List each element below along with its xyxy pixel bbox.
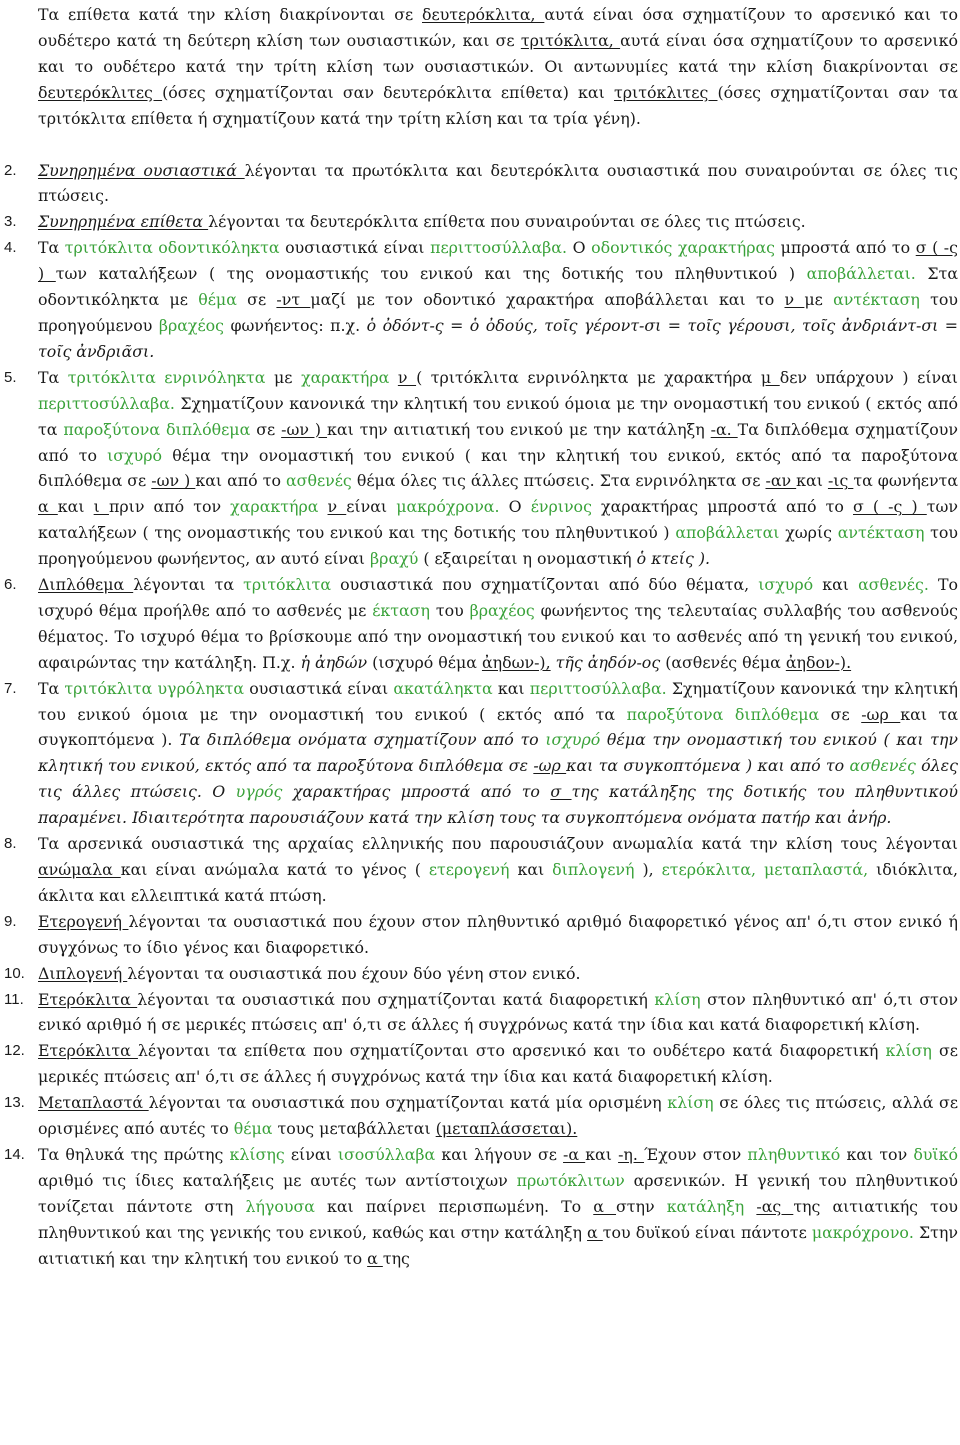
text-run: λέγονται τα ουσιαστικά που έχουν στον πληθυντικό αριθμό διαφορετικό γένος απ' ό,τι στον ενικό ή συγχόνως το ίδιο γένος και διαφορετικό.: [38, 911, 958, 957]
highlighted-term: κλίση: [667, 1093, 714, 1113]
text-run: στην: [616, 1196, 667, 1216]
list-item: [0, 235, 960, 365]
text-run: ουσιαστικά είναι: [244, 678, 394, 698]
underlined-term: Διπλογενή: [38, 963, 128, 983]
highlighted-term: αποβάλλεται.: [806, 264, 916, 284]
highlighted-term: περιττοσύλλαβα.: [38, 393, 175, 413]
text-run: ( τριτόκλιτα ενρινόληκτα με χαρακτήρα: [416, 367, 761, 387]
text-run: [318, 497, 327, 516]
underlined-term: ι: [93, 497, 109, 517]
text-run: (ασθενές θέμα: [660, 652, 786, 672]
text-run: και τα συγκοπτόμενα ).: [38, 704, 958, 750]
underlined-term: ἀηδων-),: [481, 652, 551, 672]
text-run: αρσενικών. Η γενική του πληθυντικού τονίζεται πάντοτε στη: [38, 1170, 958, 1216]
numbered-list: [0, 158, 960, 1272]
text-run: Τα: [38, 238, 65, 258]
highlighted-term: οδοντικός χαρακτήρας: [591, 238, 776, 258]
list-item: [0, 1038, 960, 1090]
highlighted-term: λήγουσα: [245, 1196, 315, 1216]
text-run: ),: [634, 860, 662, 879]
text-run: είναι: [284, 1144, 338, 1164]
list-item: [0, 158, 960, 210]
text-run: δεν υπάρχουν ) είναι: [779, 367, 958, 387]
highlighted-term: περιττοσύλλαβα.: [430, 238, 567, 258]
list-item: [0, 1090, 960, 1142]
list-item: [0, 961, 960, 987]
list-item: [0, 209, 960, 235]
text-run: λέγονται τα πρωτόκλιτα και δευτερόκλιτα ουσιαστικά που συναιρούνται σε όλες τις πτώσεις.: [38, 160, 958, 206]
highlighted-term: ισοσύλλαβα: [337, 1144, 436, 1164]
intro-text: αυτά είναι όσα σχηματίζουν το αρσενικό και το ουδέτερο κατά τη δεύτερη κλίση των ουσιαστικών, και σε: [38, 5, 959, 50]
highlighted-term: ισχυρό: [758, 575, 814, 595]
highlighted-term: αντέκταση: [833, 290, 920, 310]
highlighted-term: βραχύ: [370, 549, 419, 569]
underlined-term: Ετερόκλιτα: [38, 989, 138, 1009]
list-item: [0, 365, 960, 572]
term-deuteroklita: δευτερόκλιτα,: [422, 5, 545, 24]
text-run: και: [796, 471, 828, 491]
underlined-term: α: [367, 1248, 383, 1268]
underlined-term: ν: [397, 367, 417, 387]
text-run: και παίρνει περισπωμένη. Το: [314, 1196, 594, 1216]
text-run: μπροστά από το: [775, 238, 916, 258]
list-item-number: 14.: [4, 1145, 25, 1163]
text-run: Τα: [38, 678, 65, 698]
highlighted-term: τριτόκλιτα ενρινόληκτα: [67, 367, 266, 387]
text-run: και: [57, 497, 94, 517]
highlighted-term: κατάληξη: [666, 1196, 745, 1216]
highlighted-term: ετερόκλιτα, μεταπλαστά,: [661, 860, 869, 879]
text-run: του προηγούμενου: [38, 290, 959, 335]
list-item-number: 12.: [4, 1042, 25, 1060]
text-run: σε: [819, 704, 862, 724]
highlighted-term: ασθενές.: [858, 575, 929, 595]
underlined-term: ανώμαλα: [38, 860, 121, 879]
highlighted-term: υγρός: [235, 782, 283, 802]
text-run: του προηγούμενου φωνήεντος, αν αυτό είναι: [38, 523, 959, 569]
list-item-number: 10.: [4, 964, 25, 982]
text-run: λέγονται τα ουσιαστικά που σχηματίζονται κατά διαφορετική: [137, 989, 655, 1009]
text-run: [389, 368, 398, 387]
list-item-number: 4.: [4, 239, 17, 257]
text-run: σε: [236, 290, 277, 310]
highlighted-term: ετερογενή: [428, 860, 510, 879]
text-run: θέμα την ονομαστική του ενικού ( και την κλητική του ενικού, εκτός από τα παροξύτονα διπλόθεμα σε: [38, 730, 958, 776]
highlighted-term: τριτόκλιτα οδοντικόληκτα: [64, 238, 280, 258]
list-item: [0, 1142, 960, 1272]
highlighted-term: χαρακτήρα: [230, 497, 319, 517]
text-run: Έχουν στον: [644, 1144, 748, 1164]
underlined-term: ν: [784, 290, 805, 310]
underlined-term: Ετερόκλιτα: [38, 1041, 138, 1061]
underlined-term: σ ( -ς ): [853, 497, 927, 517]
text-run: ουσιαστικά που σχηματίζονται από δύο θέματα,: [331, 575, 759, 595]
text-run: και τα συγκοπτόμενα ) και από το: [566, 756, 850, 776]
highlighted-term: ασθενές: [286, 471, 352, 491]
highlighted-term: διπλογενή: [552, 860, 635, 879]
text-run: και: [813, 575, 859, 595]
list-item-number: 9.: [4, 912, 17, 930]
underlined-term: -η.: [618, 1144, 645, 1164]
text-run: του: [429, 600, 470, 620]
list-item-number: 13.: [4, 1094, 25, 1112]
list-item-number: 5.: [4, 368, 17, 386]
text-run: και τον: [840, 1144, 914, 1164]
intro-paragraph: [0, 2, 960, 132]
text-run: (ισχυρό θέμα: [367, 652, 482, 672]
text-run: σε όλες τις πτώσεις, αλλά σε ορισμένες από αυτές το: [38, 1093, 958, 1139]
underlined-term: α: [38, 497, 58, 517]
underlined-term: -ας: [756, 1196, 794, 1216]
text-run: της: [382, 1248, 410, 1268]
highlighted-term: μακρόχρονα.: [396, 497, 500, 517]
intro-text: (όσες σχηματίζονται σαν τα τριτόκλιτα επίθετα ή σχηματίζουν κατά την τρίτη κλίση και τα τρία γένη).: [38, 82, 958, 128]
term-tritoklites: τριτόκλιτες: [613, 82, 718, 102]
list-item-number: 2.: [4, 161, 17, 179]
underlined-term: ν: [327, 497, 347, 517]
underlined-term: -ωρ: [861, 704, 901, 724]
highlighted-term: θέμα: [198, 290, 237, 310]
text-run: τα φωνήεντα: [853, 471, 959, 491]
highlighted-term: αντέκταση: [837, 523, 925, 543]
text-run: λέγονται τα δευτερόκλιτα επίθετα που συναιρούνται σε όλες τις πτώσεις.: [208, 212, 806, 232]
underlined-term: -αν: [765, 471, 797, 491]
text-run: ἡ ἀηδών: [300, 652, 368, 672]
list-item: [0, 987, 960, 1039]
underlined-term: σ: [550, 782, 572, 802]
highlighted-term: θέμα: [233, 1119, 273, 1139]
text-run: λέγονται τα: [133, 575, 244, 595]
highlighted-term: παροξύτονα διπλόθεμα: [626, 704, 820, 724]
text-run: των καταλήξεων ( της ονομαστικής του ενικού και της δοτικής του πληθυντικού ): [55, 264, 807, 284]
text-run: ιδιόκλιτα, άκλιτα και ελλειπτικά κατά πτώση.: [38, 860, 959, 905]
text-run: της αιτιατικής του πληθυντικού και της γενικής του ενικού, καθώς και στην κατάληξη: [38, 1196, 958, 1242]
text-run: λέγονται τα ουσιαστικά που σχηματίζονται κατά μία ορισμένη: [148, 1093, 668, 1113]
underlined-term: ἀηδον-).: [785, 652, 852, 672]
underlined-term: Συνηρημένα επίθετα: [38, 212, 209, 232]
highlighted-term: αποβάλλεται: [675, 523, 780, 543]
text-run: Τα αρσενικά ουσιαστικά της αρχαίας ελληνικής που παρουσιάζουν ανωμαλία κατά την κλίση τους λέγονται: [38, 834, 958, 854]
list-item-number: 7.: [4, 679, 17, 697]
highlighted-term: πρωτόκλιτων: [516, 1170, 625, 1190]
intro-text: (όσες σχηματίζονται σαν δευτερόκλιτα επίθετα) και: [162, 82, 614, 102]
text-run: χαρακτήρας μπροστά από το: [282, 782, 551, 802]
highlighted-term: κλίση: [654, 989, 701, 1009]
highlighted-term: κλίση: [885, 1041, 932, 1061]
text-run: με: [265, 367, 302, 387]
text-run: ( εξαιρείται η ονομαστική: [418, 549, 637, 569]
text-run: σε: [250, 419, 282, 439]
text-run: ὁ ὀδόντ-ς = ὁ ὀδούς, τοῖς γέροντ-σι = τοῖς γέρουσι, τοῖς ἀνδριάντ-σι = τοῖς ἀνδριᾶσι.: [38, 315, 958, 361]
text-run: και από το: [195, 471, 286, 491]
text-run: θέμα όλες τις άλλες πτώσεις. Στα ενρινόληκτα σε: [351, 471, 766, 491]
list-item: [0, 676, 960, 831]
text-run: με: [804, 290, 834, 310]
text-run: και: [509, 860, 553, 879]
underlined-term: Μεταπλαστά: [38, 1093, 149, 1113]
text-run: είναι: [346, 497, 397, 517]
highlighted-term: τριτόκλιτα υγρόληκτα: [64, 678, 245, 698]
underlined-term: -ων ): [151, 471, 196, 491]
text-run: και λήγουν σε: [435, 1144, 564, 1164]
underlined-term: Διπλόθεμα: [38, 575, 134, 595]
text-run: Τα διπλόθεμα σχηματίζουν από το: [38, 419, 958, 465]
text-run: μαζί με τον οδοντικό χαρακτήρα αποβάλλεται και το: [310, 290, 785, 310]
highlighted-term: πληθυντικό: [747, 1144, 841, 1164]
text-run: Τα διπλόθεμα ονόματα σχηματίζουν από το: [179, 730, 546, 750]
highlighted-term: ισχυρό: [545, 730, 601, 750]
text-run: λέγονται τα επίθετα που σχηματίζονται στο αρσενικό και το ουδέτερο κατά διαφορετική: [137, 1041, 886, 1061]
text-run: [744, 1197, 756, 1216]
list-item: [0, 909, 960, 961]
text-run: και την αιτιατική του ενικού με την κατάληξη: [327, 419, 711, 439]
highlighted-term: τριτόκλιτα: [243, 575, 332, 595]
intro-text: Τα επίθετα κατά την κλίση διακρίνονται σε: [38, 5, 422, 24]
paragraph-spacer: [0, 132, 960, 158]
highlighted-term: έκταση: [372, 600, 430, 620]
underlined-term: -α: [563, 1144, 586, 1164]
text-run: Ο: [567, 238, 592, 258]
highlighted-term: περιττοσύλλαβα.: [529, 678, 667, 698]
text-run: φωνήεντος: π.χ.: [224, 315, 367, 335]
text-run: και: [492, 678, 530, 698]
text-run: στον πληθυντικό απ' ό,τι στον ενικό αριθμό ή σε μερικές πτώσεις απ' ό,τι σε άλλες ή συγχρόνως κατά την ίδια και κατά διαφορετική κλίση.: [38, 989, 958, 1035]
highlighted-term: κλίσης: [229, 1144, 285, 1164]
list-item-number: 6.: [4, 576, 17, 594]
underlined-term: Ετερογενή: [38, 911, 129, 931]
underlined-term: α: [587, 1222, 603, 1242]
highlighted-term: μακρόχρονο.: [811, 1222, 914, 1242]
text-run: των καταλήξεων ( της ονομαστικής του ενικού και της δοτικής του πληθυντικού ): [38, 497, 958, 543]
text-run: Ο: [499, 497, 531, 517]
text-run: τους μεταβάλλεται: [272, 1119, 436, 1139]
text-run: όλες τις άλλες πτώσεις. Ο: [38, 756, 958, 802]
list-item-number: 11.: [4, 990, 24, 1008]
underlined-term: -ων ): [281, 419, 328, 439]
underlined-term: (μεταπλάσσεται).: [435, 1119, 578, 1139]
list-item: [0, 831, 960, 909]
text-run: χωρίς: [779, 523, 838, 543]
underlined-term: -ωρ: [533, 756, 567, 776]
text-run: θέμα την ονομαστική του ενικού ( και την κλητική του ενικού, εκτός από τα παροξύτονα διπλόθεμα σε: [38, 445, 958, 491]
text-run: φωνήεντος της τελευταίας συλλαβής του ασθενούς θέματος. Το ισχυρό θέμα το βρίσκουμε από την ονομαστική του ενικού και το ασθενές από τη γενική του ενικού, αφαιρώντας την κατάληξη. Π.χ.: [38, 600, 958, 672]
text-run: και είναι ανώμαλα κατά το γένος (: [120, 860, 429, 879]
text-run: ὁ κτείς ).: [636, 549, 711, 569]
underlined-term: σ ( -ς ): [38, 238, 958, 284]
highlighted-term: ακατάληκτα: [393, 678, 493, 698]
list-item-number: 3.: [4, 213, 17, 231]
text-run: Το ισχυρό θέμα προήλθε από το ασθενές με: [38, 575, 958, 620]
underlined-term: Συνηρημένα ουσιαστικά: [38, 160, 245, 180]
underlined-term: -α.: [710, 419, 738, 439]
underlined-term: α: [593, 1196, 617, 1216]
highlighted-term: βραχέος: [469, 600, 535, 620]
text-run: Στα οδοντικόληκτα με: [38, 264, 958, 310]
highlighted-term: ισχυρό: [107, 445, 163, 465]
intro-text: αυτά είναι όσα σχηματίζουν το αρσενικό και το ουδέτερο κατά την τρίτη κλίση των ουσιαστικών. Οι αντωνυμίες κατά την κλίση διακρίνονται σε: [38, 30, 959, 76]
text-run: της κατάληξης της δοτικής του πληθυντικού παραμένει. Ιδιαιτερότητα παρουσιάζουν κατά την κλίση τους τα συγκοπτόμενα ονόματα πατήρ και ἀνήρ.: [38, 782, 958, 828]
underlined-term: μ: [760, 367, 780, 387]
text-run: Σχηματίζουν κανονικά την κλητική του ενικού όμοια με την ονομαστική του ενικού ( εκτός από τα: [38, 393, 958, 439]
text-run: Τα: [38, 367, 68, 387]
list-item-number: 8.: [4, 835, 17, 853]
text-run: σε μερικές πτώσεις απ' ό,τι σε άλλες ή συγχρόνως κατά την ίδια και κατά διαφορετική κλίση.: [38, 1041, 958, 1087]
text-run: και: [585, 1144, 619, 1164]
text-run: Στην αιτιατική και την κλητική του ενικού το: [38, 1222, 958, 1268]
highlighted-term: χαρακτήρα: [301, 367, 390, 387]
text-run: λέγονται τα ουσιαστικά που έχουν δύο γένη στον ενικό.: [127, 963, 581, 983]
text-run: Σχηματίζουν κανονικά την κλητική του ενικού όμοια με την ονομαστική του ενικού ( εκτός από τα: [38, 678, 959, 724]
highlighted-term: ένρινος: [530, 497, 592, 517]
highlighted-term: δυϊκό: [913, 1144, 959, 1164]
term-deuteroklites: δευτερόκλιτες: [38, 82, 163, 102]
highlighted-term: βραχέος: [158, 315, 225, 335]
text-run: αριθμό τις ίδιες καταλήξεις με αυτές των αντίστοιχων: [38, 1170, 517, 1190]
text-run: χαρακτήρας μπροστά από το: [591, 497, 854, 517]
term-tritoklita: τριτόκλιτα,: [520, 30, 621, 50]
text-run: πριν από τον: [108, 497, 231, 517]
text-run: ουσιαστικά είναι: [279, 238, 431, 258]
text-run: Τα θηλυκά της πρώτης: [38, 1144, 230, 1164]
highlighted-term: παροξύτονα διπλόθεμα: [63, 419, 251, 439]
text-run: του δυϊκού είναι πάντοτε: [602, 1222, 812, 1242]
text-run: τῆς ἀηδόν-ος: [555, 652, 661, 672]
list-item: [0, 572, 960, 676]
underlined-term: -ντ: [276, 290, 311, 310]
highlighted-term: ασθενές: [849, 756, 916, 776]
underlined-term: -ις: [827, 471, 854, 491]
